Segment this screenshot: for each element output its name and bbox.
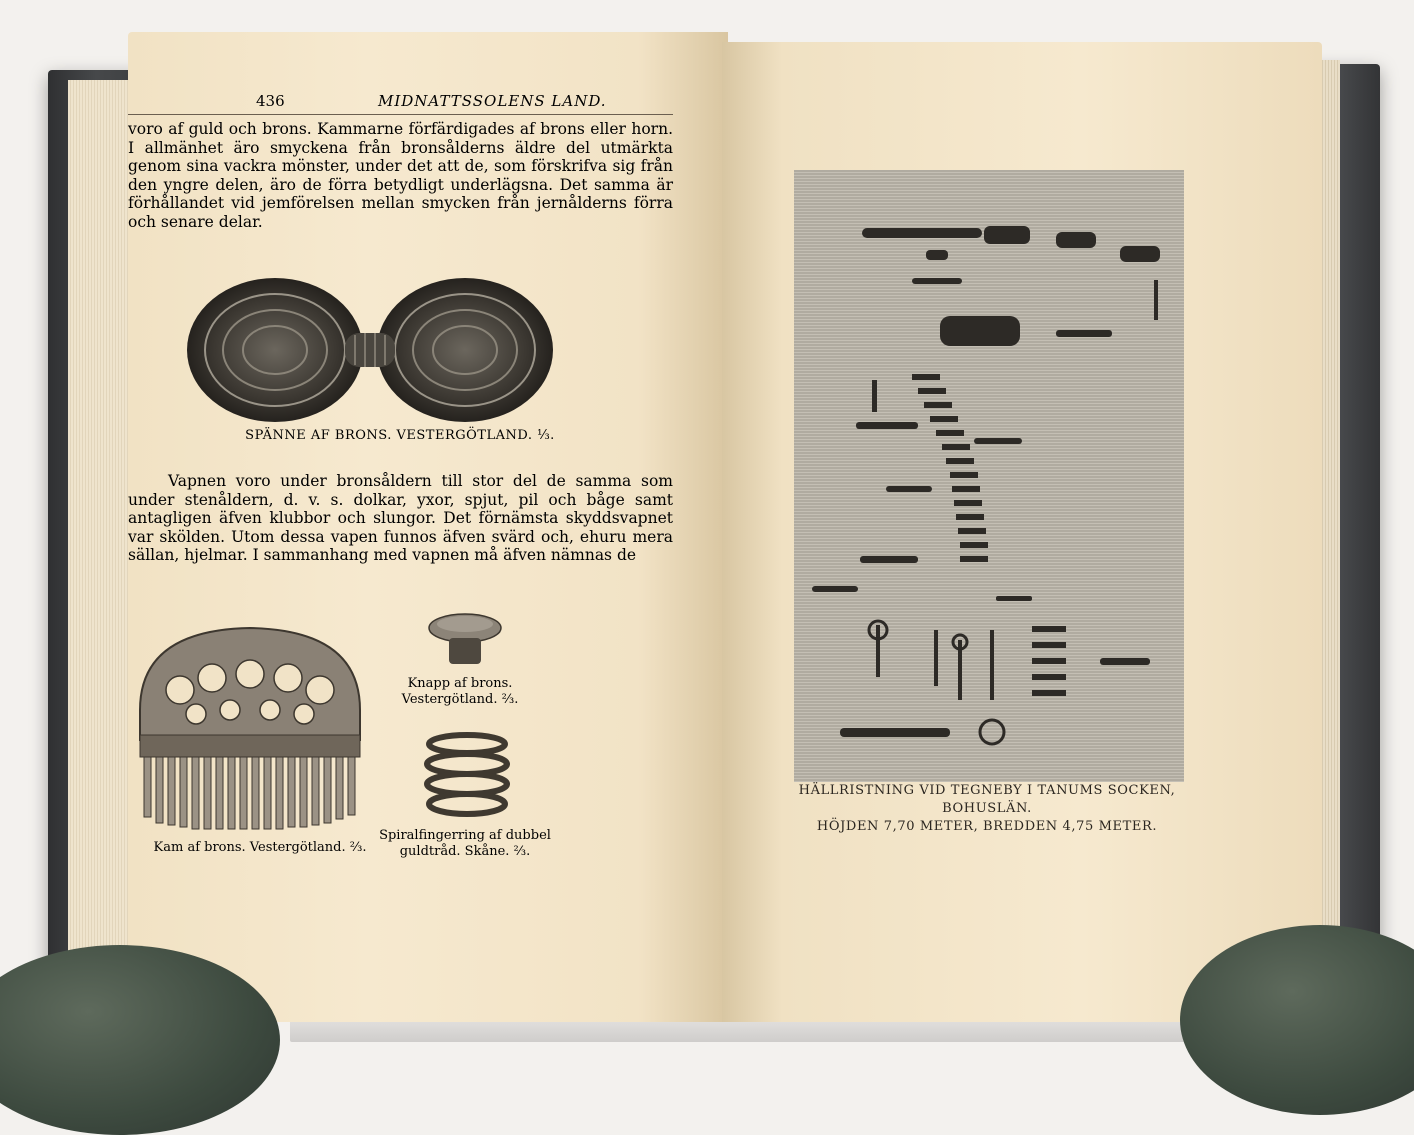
bronze-button-illustration bbox=[425, 610, 505, 670]
running-title: MIDNATTSSOLENS LAND. bbox=[378, 92, 607, 110]
caption-comb: Kam af brons. Vestergötland. ⅔. bbox=[153, 840, 367, 855]
caption-rock-carving-line-2: HÖJDEN 7,70 METER, BREDDEN 4,75 METER. bbox=[816, 819, 1158, 834]
spiral-ring-illustration bbox=[422, 730, 512, 825]
bronze-comb-illustration bbox=[130, 620, 370, 835]
page-number: 436 bbox=[256, 92, 285, 110]
paragraph-ornaments: voro af guld och brons. Kammarne förfärdigades af brons eller horn. I allmänhet äro smyckena från bronsålderns äldre del utmärkta genom sina vackra mönster, under det att de, som förskrifva sig från den yngre delen, äro de förra betydligt underlägsna. Det samma är förhållandet vid jemförelsen mellan smycken från jernålderns förra och senare delar. bbox=[128, 120, 673, 231]
paragraph-weapons: Vapnen voro under bronsåldern till stor del de samma som under stenåldern, d. v. s. dolkar, yxor, spjut, pil och båge samt antagligen äfven klubbor och slungor. Det förnämsta skyddsvapnet var skölden. Utom dessa vapen funnos äfven svärd och, ehuru mera sällan, hjelmar. I sammanhang med vapnen må äfven nämnas de bbox=[128, 472, 673, 565]
page-header bbox=[128, 92, 673, 115]
caption-spiral-ring: Spiralfingerring af dubbel guldtråd. Skåne. ⅔. bbox=[379, 828, 551, 859]
caption-rock-carving bbox=[772, 782, 1202, 836]
right-page bbox=[722, 42, 1322, 1022]
caption-rock-carving-line-1: HÄLLRISTNING VID TEGNEBY I TANUMS SOCKEN, BOHUSLÄN. bbox=[798, 783, 1176, 816]
bronze-brooch-illustration bbox=[185, 275, 555, 425]
rock-carving-illustration bbox=[794, 170, 1184, 782]
caption-brooch: SPÄNNE AF BRONS. VESTERGÖTLAND. ⅓. bbox=[245, 428, 555, 443]
caption-button: Knapp af brons. Vestergötland. ⅔. bbox=[401, 676, 519, 707]
